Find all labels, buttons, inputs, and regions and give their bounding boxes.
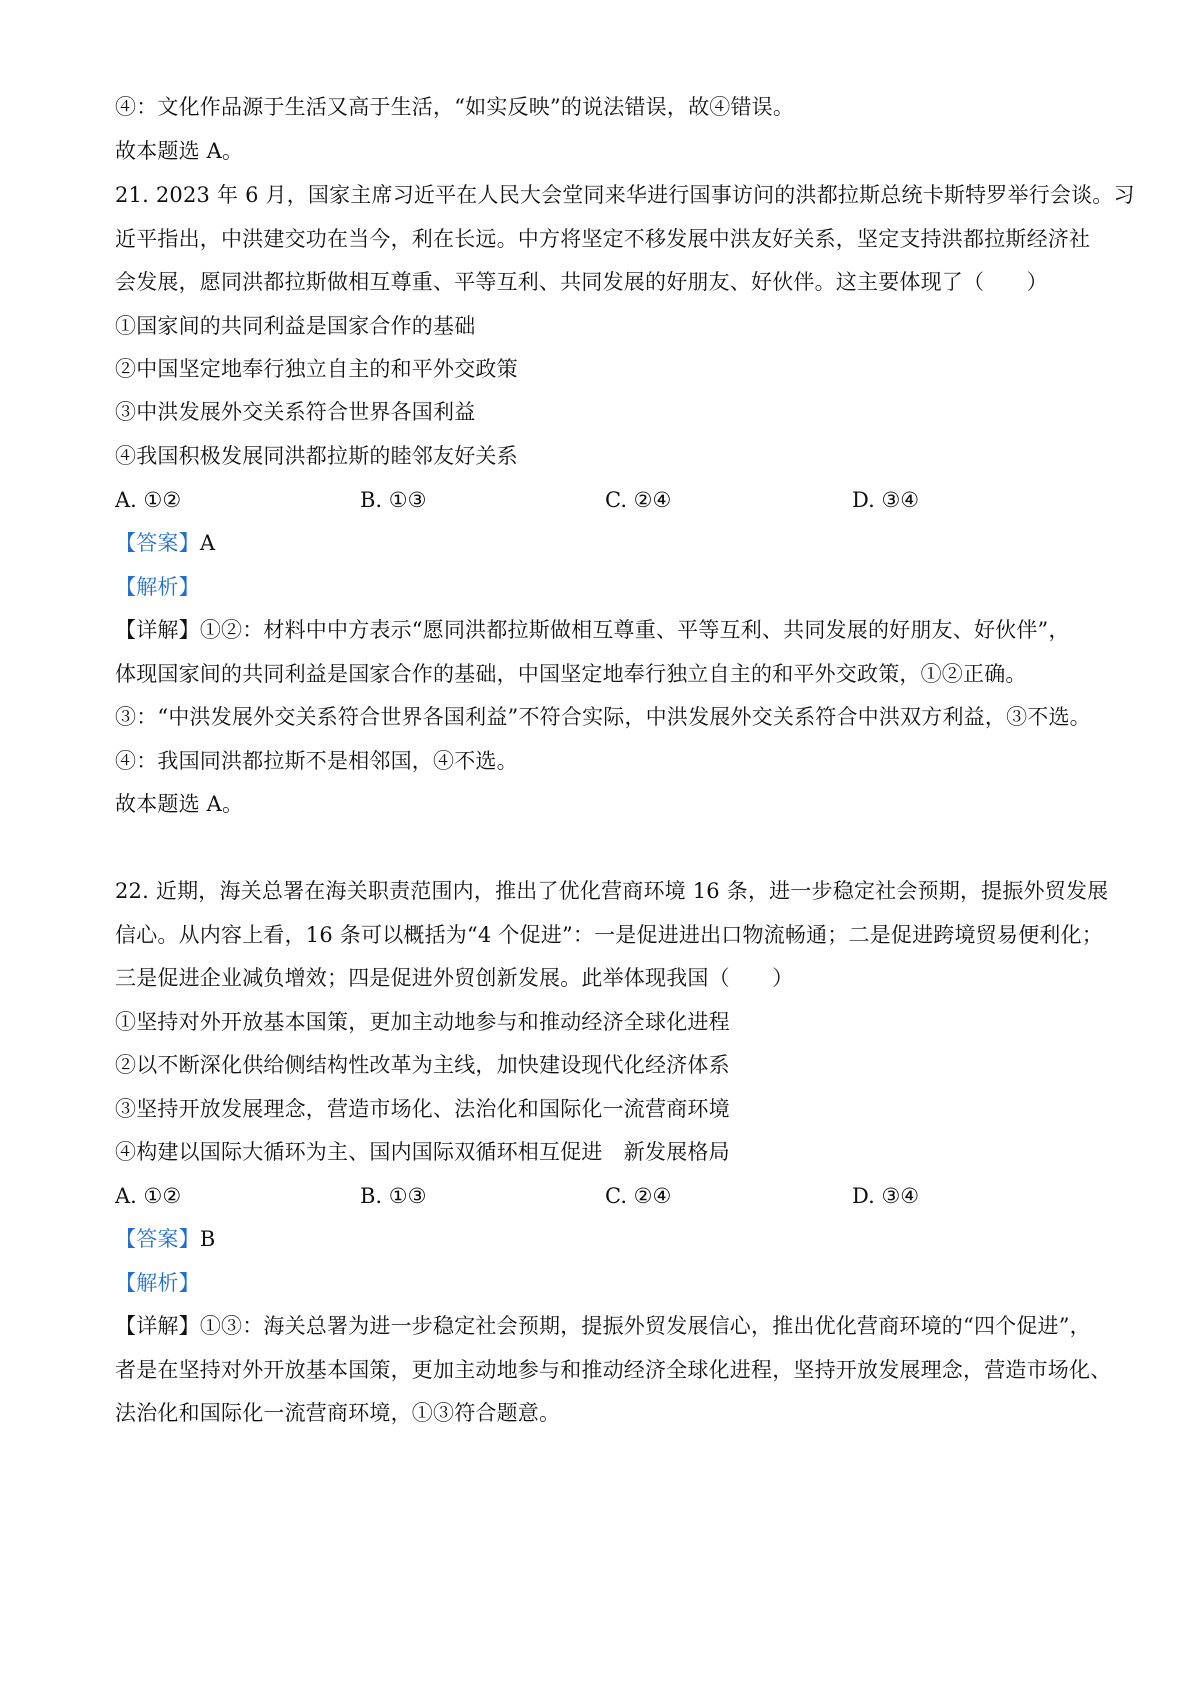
q21-detail-line-5: 故本题选 A。 [115,792,244,816]
q21-item-2: ②中国坚定地奉行独立自主的和平外交政策 [115,357,518,381]
q21-detail-line-1 [115,615,1105,645]
q21-option-c: C. ②④ [605,488,672,512]
q22-item-4: ④构建以国际大循环为主、国内国际双循环相互促进 新发展格局 [115,1140,730,1164]
q22-item-3: ③坚持开放发展理念，营造市场化、法治化和国际化一流营商环境 [115,1097,730,1121]
detail-text: ①③：海关总署为进一步稳定社会预期，提振外贸发展信心，推出优化营商环境的“四个促进”， [199,1314,1091,1338]
q21-options [115,485,1105,515]
answer-value: A [199,531,216,555]
q22-options [115,1181,1105,1211]
q21-answer [115,528,1105,558]
q22-answer [115,1224,1105,1254]
prev-analysis-line-4: ④：文化作品源于生活又高于生活，“如实反映”的说法错误，故④错误。 [115,95,795,119]
q21-detail-line-3: ③：“中洪发展外交关系符合世界各国利益”不符合实际，中洪发展外交关系符合中洪双方利益，③不选。 [115,705,1091,729]
q22-item-2: ②以不断深化供给侧结构性改革为主线，加快建设现代化经济体系 [115,1053,730,1077]
q21-option-a: A. ①② [115,488,182,512]
q21-stem-line-1: 21. 2023 年 6 月，国家主席习近平在人民大会堂同来华进行国事访问的洪都拉斯总统卡斯特罗举行会谈。习 [115,183,1135,207]
q22-detail-line-1 [115,1311,1105,1341]
q22-detail-line-2: 者是在坚持对外开放基本国策，更加主动地参与和推动经济全球化进程，坚持开放发展理念，营造市场化、 [115,1358,1112,1382]
q22-option-b: B. ①③ [360,1184,427,1208]
q21-item-4: ④我国积极发展同洪都拉斯的睦邻友好关系 [115,444,518,468]
q22-option-c: C. ②④ [605,1184,672,1208]
analysis-tag: 【解析】 [115,1271,200,1295]
q22-stem-line-2: 信心。从内容上看，16 条可以概括为“4 个促进”：一是促进进出口物流畅通；二是促进跨境贸易便利化； [115,923,1103,947]
q21-stem-line-2: 近平指出，中洪建交功在当今，利在长远。中方将坚定不移发展中洪友好关系，坚定支持洪都拉斯经济社 [115,227,1091,251]
analysis-tag: 【解析】 [115,575,200,599]
q22-option-d: D. ③④ [852,1184,920,1208]
answer-tag: 【答案】 [115,1227,200,1251]
answer-tag: 【答案】 [115,531,200,555]
prev-conclusion: 故本题选 A。 [115,139,244,163]
q22-stem-line-3: 三是促进企业减负增效；四是促进外贸创新发展。此举体现我国（ ） [115,966,794,990]
q22-option-a: A. ①② [115,1184,182,1208]
q21-detail-line-2: 体现国家间的共同利益是国家合作的基础，中国坚定地奉行独立自主的和平外交政策，①②正确。 [115,662,1027,686]
detail-tag: 【详解】 [115,1314,200,1338]
q21-option-d: D. ③④ [852,488,920,512]
q21-option-b: B. ①③ [360,488,427,512]
q21-analysis-heading [115,572,1105,602]
answer-value: B [199,1227,216,1251]
q21-detail-line-4: ④：我国同洪都拉斯不是相邻国，④不选。 [115,749,518,773]
q21-stem-line-3: 会发展，愿同洪都拉斯做相互尊重、平等互利、共同发展的好朋友、好伙伴。这主要体现了（ ） [115,270,1048,294]
q21-item-1: ①国家间的共同利益是国家合作的基础 [115,314,476,338]
q22-detail-line-3: 法治化和国际化一流营商环境，①③符合题意。 [115,1401,561,1425]
q22-stem-line-1: 22. 近期，海关总署在海关职责范围内，推出了优化营商环境 16 条，进一步稳定社会预期，提振外贸发展 [115,879,1109,903]
q22-item-1: ①坚持对外开放基本国策，更加主动地参与和推动经济全球化进程 [115,1010,730,1034]
q22-analysis-heading [115,1268,1105,1298]
detail-tag: 【详解】 [115,618,200,642]
detail-text: ①②：材料中中方表示“愿同洪都拉斯做相互尊重、平等互利、共同发展的好朋友、好伙伴”， [199,618,1070,642]
q21-item-3: ③中洪发展外交关系符合世界各国利益 [115,400,476,424]
